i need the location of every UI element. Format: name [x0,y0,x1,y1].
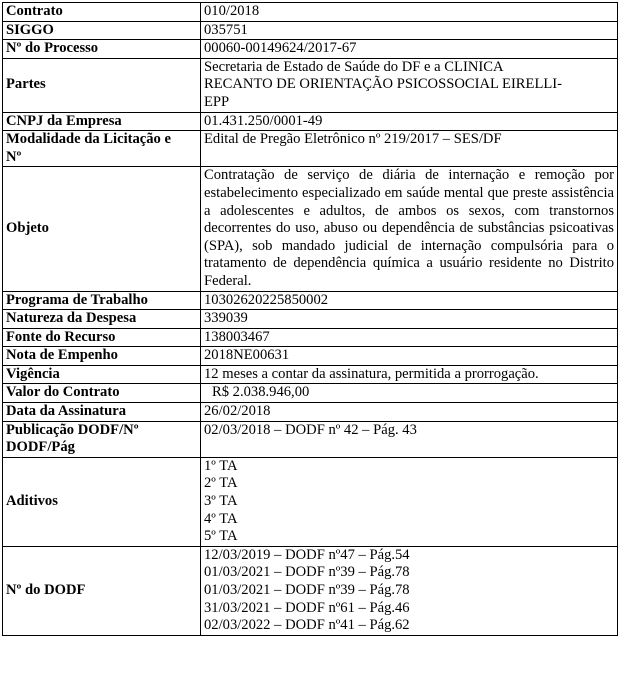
label-programa: Programa de Trabalho [3,291,201,310]
aditivo-item: 5º TA [204,528,238,545]
value-aditivos [201,457,618,546]
value-natureza: 339039 [201,310,618,329]
value-contrato: 010/2018 [201,3,618,22]
row-siggo [3,21,618,40]
value-partes [201,58,618,112]
label-aditivos: Aditivos [3,457,201,546]
row-cnpj [3,112,618,131]
value-modalidade: Edital de Pregão Eletrônico nº 219/2017 – SES/DF [201,131,618,167]
partes-line: Secretaria de Estado de Saúde do DF e a CLINICA [204,58,504,75]
value-dodf [201,546,618,635]
value-publicacao: 02/03/2018 – DODF nº 42 – Pág. 43 [201,421,618,457]
publicacao-label-line: Publicação DODF/Nº [6,421,139,438]
row-natureza [3,310,618,329]
label-empenho: Nota de Empenho [3,347,201,366]
dodf-item: 01/03/2021 – DODF nº39 – Pág.78 [204,564,410,581]
label-siggo: SIGGO [3,21,201,40]
row-modalidade [3,131,618,167]
label-objeto: Objeto [3,167,201,291]
label-dodf: Nº do DODF [3,546,201,635]
label-natureza: Natureza da Despesa [3,310,201,329]
row-processo [3,40,618,59]
row-vigencia [3,365,618,384]
row-partes [3,58,618,112]
modalidade-label-line: Modalidade da Licitação e [6,131,171,148]
publicacao-label-line: DODF/Pág [6,439,75,456]
label-fonte: Fonte do Recurso [3,328,201,347]
row-objeto [3,167,618,291]
row-empenho [3,347,618,366]
value-fonte: 138003467 [201,328,618,347]
label-modalidade [3,131,201,167]
row-fonte [3,328,618,347]
label-partes: Partes [3,58,201,112]
dodf-item: 31/03/2021 – DODF nº61 – Pág.46 [204,599,410,616]
row-valor [3,384,618,403]
row-contrato [3,3,618,22]
label-vigencia: Vigência [3,365,201,384]
value-vigencia: 12 meses a contar da assinatura, permitida a prorrogação. [201,365,618,384]
row-publicacao [3,421,618,457]
label-cnpj: CNPJ da Empresa [3,112,201,131]
value-cnpj: 01.431.250/0001-49 [201,112,618,131]
aditivo-item: 3º TA [204,493,238,510]
dodf-item: 01/03/2021 – DODF nº39 – Pág.78 [204,582,410,598]
value-siggo: 035751 [201,21,618,40]
contract-table [2,2,618,636]
dodf-item: 12/03/2019 – DODF nº47 – Pág.54 [204,546,410,563]
row-aditivos [3,457,618,546]
valor-amount: R$ 2.038.946,00 [212,384,310,401]
row-programa [3,291,618,310]
aditivo-item: 1º TA [204,457,238,474]
value-processo: 00060-00149624/2017-67 [201,40,618,59]
aditivo-item: 4º TA [204,510,238,527]
value-empenho: 2018NE00631 [201,347,618,366]
value-programa: 10302620225850002 [201,291,618,310]
value-valor [201,384,618,403]
partes-line: RECANTO DE ORIENTAÇÃO PSICOSSOCIAL EIRELLI- [204,76,562,93]
label-contrato: Contrato [3,3,201,22]
label-assinatura: Data da Assinatura [3,403,201,422]
label-valor: Valor do Contrato [3,384,201,403]
value-assinatura: 26/02/2018 [201,403,618,422]
row-assinatura [3,403,618,422]
modalidade-label-line: Nº [6,148,22,165]
label-publicacao [3,421,201,457]
aditivo-item: 2º TA [204,475,238,492]
value-objeto: Contratação de serviço de diária de internação e remoção por estabelecimento especializado em saúde mental que preste assistência a adolescentes e adultos, de ambos os sexos, com transtornos decorrentes do uso, abuso ou dependência de substâncias psicoativas (SPA), sob mandado judicial de internação compulsória para o tratamento de dependência química a usuário residente no Distrito Federal. [201,167,618,291]
dodf-item: 02/03/2022 – DODF nº41 – Pág.62 [204,617,410,634]
partes-line: EPP [204,93,230,110]
row-dodf [3,546,618,635]
label-processo: Nº do Processo [3,40,201,59]
